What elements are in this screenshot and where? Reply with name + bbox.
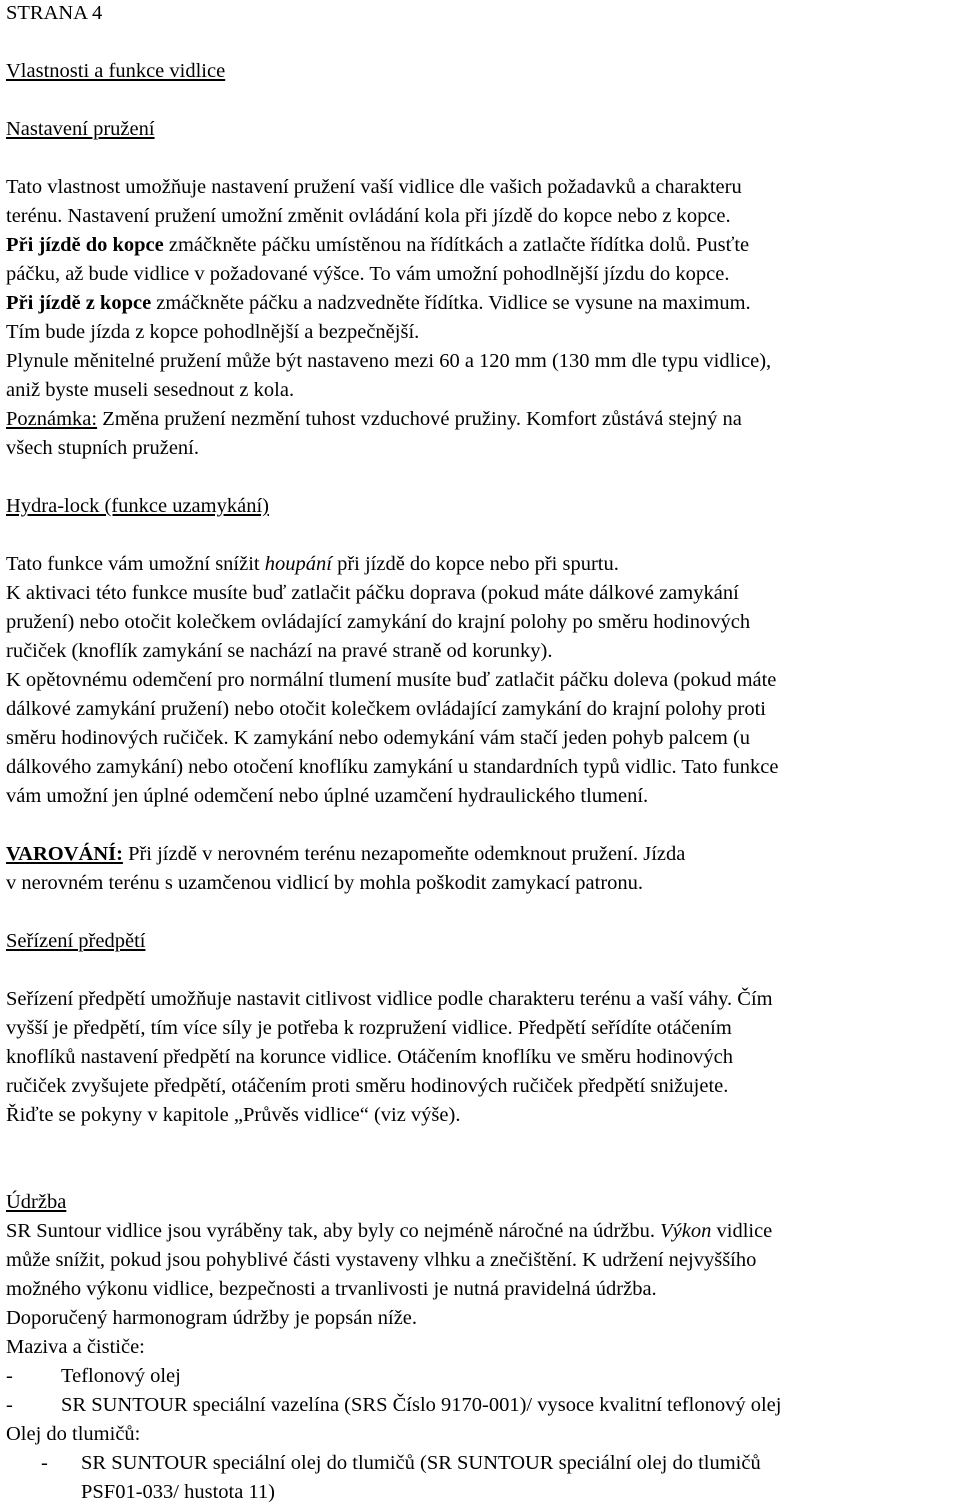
paragraph-text: zmáčkněte páčku umístěnou na řídítkách a zatlačte řídítka dolů. Pusťte	[163, 234, 750, 256]
list-item	[6, 1363, 956, 1389]
document-title: Vlastnosti a funkce vidlice	[6, 60, 226, 82]
paragraph-line: Tato vlastnost umožňuje nastavení pružení vaší vidlice dle vašich požadavků a charakteru	[6, 176, 742, 198]
warning-line	[6, 841, 956, 867]
paragraph-text: Při jízdě v nerovném terénu nezapomeňte odemknout pružení. Jízda	[122, 843, 686, 865]
list-item-text: Teflonový olej	[61, 1365, 181, 1387]
uphill-label: Při jízdě do kopce	[6, 234, 164, 256]
list-item	[6, 1392, 956, 1418]
paragraph-line: Maziva a čističe:	[6, 1336, 145, 1358]
paragraph-text: při jízdě do kopce nebo při spurtu.	[331, 553, 619, 575]
paragraph-line: knoflíků nastavení předpětí na korunce vidlice. Otáčením knoflíku ve směru hodinových	[6, 1046, 733, 1068]
paragraph-line	[6, 290, 956, 316]
page-label: STRANA 4	[6, 2, 103, 24]
paragraph-line: ručiček zvyšujete předpětí, otáčením proti směru hodinových ručiček předpětí snižujete.	[6, 1075, 729, 1097]
paragraph-line: v nerovném terénu s uzamčenou vidlicí by mohla poškodit zamykací patronu.	[6, 872, 644, 894]
paragraph-line: směru hodinových ručiček. K zamykání nebo odemykání vám stačí jeden pohyb palcem (u	[6, 727, 751, 749]
paragraph-line	[6, 1218, 956, 1244]
paragraph-line	[6, 232, 956, 258]
paragraph-line	[6, 551, 956, 577]
paragraph-line: K aktivaci této funkce musíte buď zatlačit páčku doprava (pokud máte dálkové zamykání	[6, 582, 739, 604]
list-item-text: SR SUNTOUR speciální olej do tlumičů (SR SUNTOUR speciální olej do tlumičů	[81, 1452, 761, 1474]
paragraph-line: může snížit, pokud jsou pohyblivé části vystaveny vlhku a znečištění. K udržení nejvyššího	[6, 1249, 757, 1271]
paragraph-line: vám umožní jen úplné odemčení nebo úplné uzamčení hydraulického tlumení.	[6, 785, 649, 807]
paragraph-line: možného výkonu vidlice, bezpečnosti a trvanlivosti je nutná pravidelná údržba.	[6, 1278, 657, 1300]
list-item-continuation	[6, 1479, 956, 1505]
list-item-text: SR SUNTOUR speciální vazelína (SRS Číslo 9170-001)/ vysoce kvalitní teflonový olej	[61, 1394, 782, 1416]
paragraph-line: páčku, až bude vidlice v požadované výšce. To vám umožní pohodlnější jízdu do kopce.	[6, 263, 730, 285]
section-heading-hydralock: Hydra-lock (funkce uzamykání)	[6, 495, 269, 517]
paragraph-line: Plynule měnitelné pružení může být nastaveno mezi 60 a 120 mm (130 mm dle typu vidlice),	[6, 350, 772, 372]
downhill-label: Při jízdě z kopce	[6, 292, 152, 314]
paragraph-line: pružení) nebo otočit kolečkem ovládající zamykání do krajní polohy po směru hodinových	[6, 611, 751, 633]
paragraph-text: Změna pružení nezmění tuhost vzduchové pružiny. Komfort zůstává stejný na	[97, 408, 742, 430]
paragraph-line: Tím bude jízda z kopce pohodlnější a bezpečnější.	[6, 321, 420, 343]
paragraph-line: dálkového zamykání) nebo otočení knoflíku zamykání u standardních typů vidlic. Tato funkce	[6, 756, 779, 778]
section-heading-preload: Seřízení předpětí	[6, 930, 146, 952]
bullet-dash: -	[41, 1452, 48, 1474]
paragraph-line: Seřízení předpětí umožňuje nastavit citlivost vidlice podle charakteru terénu a vaší váhy. Čím	[6, 988, 773, 1010]
bullet-dash: -	[6, 1394, 13, 1416]
list-item-text: PSF01-033/ hustota 11)	[81, 1481, 276, 1503]
paragraph-line: dálkové zamykání pružení) nebo otočit kolečkem ovládající zamykání do krajní polohy proti	[6, 698, 766, 720]
paragraph-line: Řiďte se pokyny v kapitole „Průvěs vidlice“ (viz výše).	[6, 1104, 461, 1126]
paragraph-text: SR Suntour vidlice jsou vyráběny tak, aby byly co nejméně náročné na údržbu.	[6, 1220, 661, 1242]
paragraph-line: Olej do tlumičů:	[6, 1423, 141, 1445]
paragraph-line: aniž byste museli sesednout z kola.	[6, 379, 295, 401]
emphasis-text: Výkon	[660, 1220, 712, 1242]
paragraph-line: všech stupních pružení.	[6, 437, 199, 459]
bullet-dash: -	[6, 1365, 13, 1387]
paragraph-line: vyšší je předpětí, tím více síly je potřeba k rozpružení vidlice. Předpětí seřídíte otáčením	[6, 1017, 732, 1039]
note-label: Poznámka:	[6, 408, 98, 430]
paragraph-line: terénu. Nastavení pružení umožní změnit ovládání kola při jízdě do kopce nebo z kopce.	[6, 205, 731, 227]
paragraph-line: ručiček (knoflík zamykání se nachází na pravé straně od korunky).	[6, 640, 553, 662]
paragraph-text: zmáčkněte páčku a nadzvedněte řídítka. Vidlice se vysune na maximum.	[151, 292, 751, 314]
paragraph-line: Doporučený harmonogram údržby je popsán níže.	[6, 1307, 418, 1329]
paragraph-line: K opětovnému odemčení pro normální tlumení musíte buď zatlačit páčku doleva (pokud máte	[6, 669, 777, 691]
section-heading-maintenance: Údržba	[6, 1191, 67, 1213]
paragraph-text: vidlice	[711, 1220, 773, 1242]
warning-label: VAROVÁNÍ:	[6, 843, 123, 865]
section-heading-suspension: Nastavení pružení	[6, 118, 155, 140]
paragraph-text: Tato funkce vám umožní snížit	[6, 553, 265, 575]
note-line	[6, 406, 956, 432]
list-item	[6, 1450, 956, 1476]
emphasis-text: houpání	[264, 553, 332, 575]
